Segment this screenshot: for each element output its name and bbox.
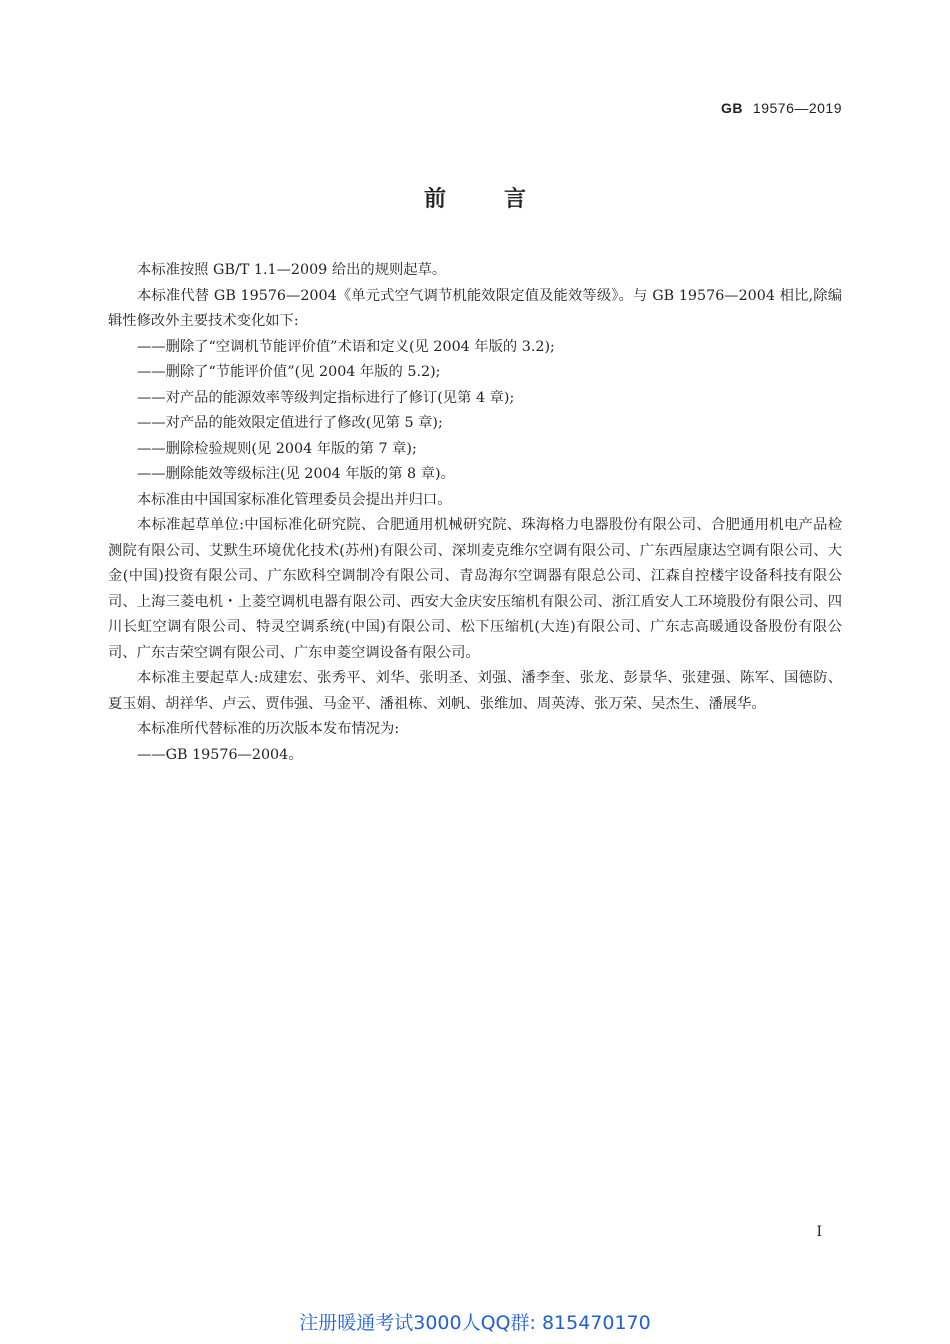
paragraph: 本标准按照 GB/T 1.1—2009 给出的规则起草。 [137, 262, 447, 278]
list-item: ——删除检验规则(见 2004 年版的第 7 章); [137, 440, 417, 457]
page-number: I [816, 1224, 822, 1240]
paragraph: 本标准代替 GB 19576—2004《单元式空气调节机能效限定值及能效等级》。与 GB 19576—2004 相比,除编辑性修改外主要技术变化如下: [108, 287, 842, 329]
paragraph-drafters: 本标准主要起草人:成建宏、张秀平、刘华、张明圣、刘强、潘李奎、张龙、彭景华、张建强、陈军、国德防、夏玉娟、胡祥华、卢云、贾伟强、马金平、潘祖栋、刘帆、张维加、周英涛、张万荣、吴杰生、潘展华。 [108, 670, 842, 712]
foreword-content [108, 258, 842, 768]
page-title: 前言 [423, 187, 584, 212]
standard-number: 19576—2019 [752, 100, 842, 116]
paragraph: 本标准所代替标准的历次版本发布情况为: [137, 721, 400, 737]
standard-prefix: GB [721, 100, 744, 116]
paragraph-drafting-units: 本标准起草单位:中国标准化研究院、合肥通用机械研究院、珠海格力电器股份有限公司、合肥通用机电产品检测院有限公司、艾默生环境优化技术(苏州)有限公司、深圳麦克维尔空调有限公司、广东西屋康达空调有限公司、大金(中国)投资有限公司、广东欧科空调制冷有限公司、青岛海尔空调器有限总公司、江森自控楼宇设备科技有限公司、上海三菱电机・上菱空调机电器有限公司、西安大金庆安压缩机有限公司、浙江盾安人工环境股份有限公司、四川长虹空调有限公司、特灵空调系统(中国)有限公司、松下压缩机(大连)有限公司、广东志高暖通设备股份有限公司、广东吉荣空调有限公司、广东申菱空调设备有限公司。 [108, 517, 842, 661]
standard-code [721, 100, 842, 117]
list-item: ——删除了“空调机节能评价值”术语和定义(见 2004 年版的 3.2); [137, 338, 555, 355]
footer-watermark: 注册暖通考试3000人QQ群: 815470170 [299, 1312, 651, 1334]
paragraph: 本标准由中国国家标准化管理委员会提出并归口。 [137, 491, 452, 508]
list-item: ——GB 19576—2004。 [137, 746, 303, 763]
list-item: ——删除了“节能评价值”(见 2004 年版的 5.2); [137, 364, 441, 380]
list-item: ——对产品的能效限定值进行了修改(见第 5 章); [137, 415, 443, 431]
list-item: ——对产品的能源效率等级判定指标进行了修订(见第 4 章); [137, 389, 515, 406]
list-item: ——删除能效等级标注(见 2004 年版的第 8 章)。 [137, 466, 455, 482]
